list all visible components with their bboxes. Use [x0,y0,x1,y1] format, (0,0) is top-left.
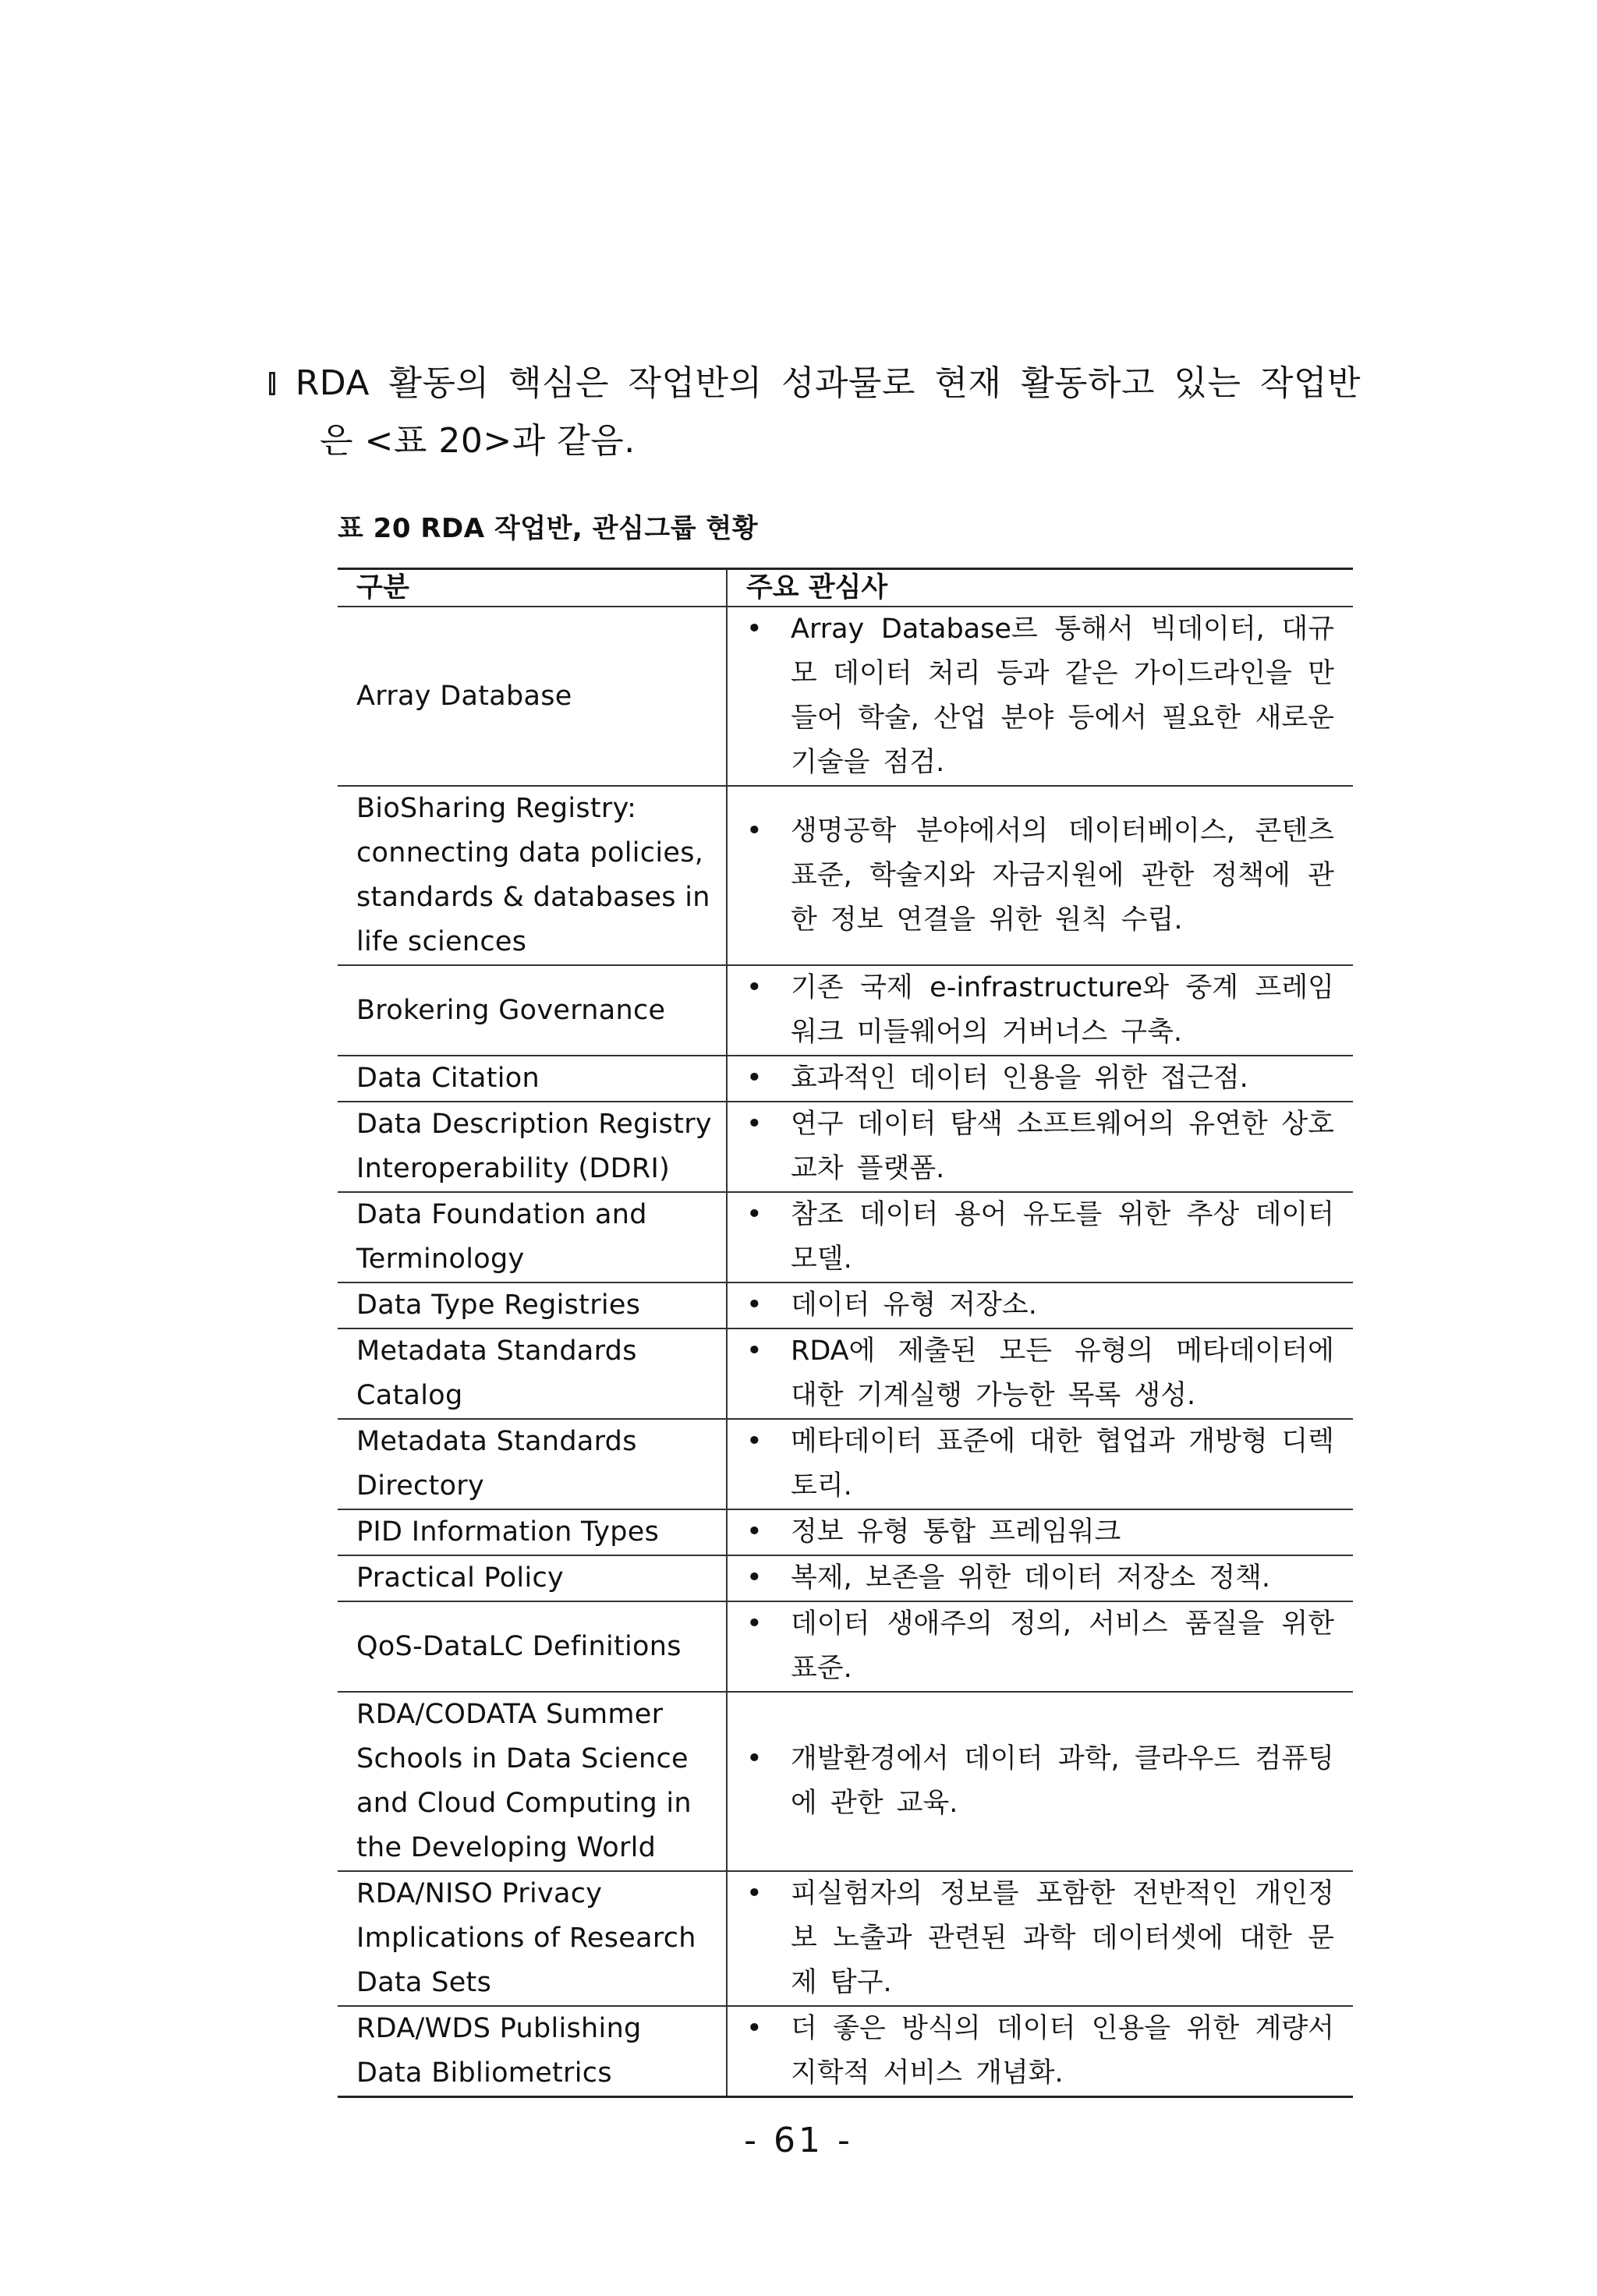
group-name-cell: Brokering Governance [338,965,727,1056]
main-interest-cell [727,1419,1353,1509]
bullet-item [746,1737,1334,1826]
table-row [338,1555,1353,1601]
interest-text: 정보 유형 통합 프레임워크 [791,1516,1121,1548]
intro-text-line-2: 은 <표 20>과 같음. [320,421,636,461]
bullet-icon: • [746,1109,763,1140]
bullet-icon: • [746,1743,763,1774]
main-interest-cell [727,1692,1353,1871]
bullet-icon: • [746,1063,763,1094]
main-interest-cell [727,1555,1353,1601]
group-name-cell: RDA/CODATA Summer Schools in Data Science and Cloud Computing in the Developing World [338,1692,727,1871]
group-name-cell: Data Type Registries [338,1282,727,1328]
bullet-icon: • [746,1199,763,1230]
group-name-cell: RDA/NISO Privacy Implications of Research Data Sets [338,1871,727,2006]
bullet-item [746,1329,1334,1418]
bullet-icon: • [746,1426,763,1457]
main-interest-cell [727,1056,1353,1102]
bullet-item [746,1420,1334,1509]
main-interest-cell [727,1601,1353,1692]
table-row [338,1192,1353,1282]
bullet-icon: • [746,2013,763,2044]
bullet-icon: • [746,1562,763,1594]
bullet-item [746,1556,1334,1601]
group-name-cell: Metadata Standards Catalog [338,1328,727,1419]
table-row [338,786,1353,965]
interest-text: 복제, 보존을 위한 데이터 저장소 정책. [791,1562,1271,1594]
table-header-row [338,569,1353,607]
interest-text: 메타데이터 표준에 대한 협업과 개방형 디렉토리. [791,1426,1334,1502]
group-name-cell: Metadata Standards Directory [338,1419,727,1509]
interest-text: 데이터 생애주의 정의, 서비스 품질을 위한 표준. [791,1608,1334,1684]
bullet-item [746,1193,1334,1282]
bullet-item [746,607,1334,785]
bullet-icon: • [746,1878,763,1909]
bullet-icon: • [746,815,763,847]
intro-line-1 [269,355,1361,412]
table-row [338,607,1353,786]
group-name-cell: Data Description Registry Interoperability (DDRI) [338,1102,727,1192]
bullet-item [746,1510,1334,1555]
interest-text: Array Database르 통해서 빅데이터, 대규모 데이터 처리 등과 같은 가이드라인을 만들어 학술, 산업 분야 등에서 필요한 새로운 기술을 점검. [791,614,1334,778]
table-row [338,1328,1353,1419]
main-interest-cell [727,1102,1353,1192]
table-row [338,1102,1353,1192]
bullet-item [746,1602,1334,1691]
table-row [338,1056,1353,1102]
bullet-icon: • [746,1290,763,1321]
group-name-cell: Data Citation [338,1056,727,1102]
table-row [338,2006,1353,2097]
interest-text: 참조 데이터 용어 유도를 위한 추상 데이터 모델. [791,1199,1334,1275]
table-row [338,1282,1353,1328]
table-row [338,1601,1353,1692]
rda-working-groups-table [338,568,1353,2098]
group-name-cell: Data Foundation and Terminology [338,1192,727,1282]
bullet-icon: • [746,972,763,1003]
interest-text: 기존 국제 e-infrastructure와 중계 프레임워크 미들웨어의 거버너스 구축. [791,972,1334,1048]
main-interest-cell [727,965,1353,1056]
group-name-cell: PID Information Types [338,1509,727,1555]
bullet-item [746,1056,1334,1101]
header-category: 구분 [338,569,727,607]
main-interest-cell [727,2006,1353,2097]
bullet-icon: • [746,1516,763,1548]
bullet-icon: • [746,1608,763,1640]
bullet-item [746,1102,1334,1191]
main-interest-cell [727,1871,1353,2006]
interest-text: RDA에 제출된 모든 유형의 메타데이터에 대한 기계실행 가능한 목록 생성. [791,1336,1334,1411]
table-row [338,965,1353,1056]
bullet-item [746,966,1334,1055]
interest-text: 데이터 유형 저장소. [791,1290,1037,1321]
group-name-cell: RDA/WDS Publishing Data Bibliometrics [338,2006,727,2097]
group-name-cell: BioSharing Registry: connecting data policies, standards & databases in life sciences [338,786,727,965]
group-name-cell: QoS-DataLC Definitions [338,1601,727,1692]
interest-text: 개발환경에서 데이터 과학, 클라우드 컴퓨팅에 관한 교육. [791,1743,1334,1819]
main-interest-cell [727,1282,1353,1328]
interest-text: 생명공학 분야에서의 데이터베이스, 콘텐츠 표준, 학술지와 자금지원에 관한 정책에 관한 정보 연결을 위한 원칙 수립. [791,815,1334,936]
checkbox-square-icon [269,372,275,395]
intro-paragraph [269,355,1361,470]
bullet-item [746,1872,1334,2005]
interest-text: 연구 데이터 탐색 소프트웨어의 유연한 상호교차 플랫폼. [791,1109,1334,1184]
header-main-interest: 주요 관심사 [727,569,1353,607]
main-interest-cell [727,786,1353,965]
table-row [338,1692,1353,1871]
interest-text: 피실험자의 정보를 포함한 전반적인 개인정보 노출과 관련된 과학 데이터셋에 대한 문제 탐구. [791,1878,1334,1998]
page-number: - 61 - [744,2121,853,2160]
table-row [338,1509,1353,1555]
group-name-cell: Practical Policy [338,1555,727,1601]
intro-text-line-1: RDA 활동의 핵심은 작업반의 성과물로 현재 활동하고 있는 작업반 [295,363,1361,403]
bullet-item [746,809,1334,943]
main-interest-cell [727,1509,1353,1555]
group-name-cell: Array Database [338,607,727,786]
bullet-item [746,2007,1334,2096]
table-caption: 표 20 RDA 작업반, 관심그룹 현황 [338,513,759,544]
main-interest-cell [727,1328,1353,1419]
interest-text: 더 좋은 방식의 데이터 인용을 위한 계량서지학적 서비스 개념화. [791,2013,1334,2089]
bullet-icon: • [746,614,763,645]
interest-text: 효과적인 데이터 인용을 위한 접근점. [791,1063,1248,1094]
bullet-item [746,1283,1334,1328]
bullet-icon: • [746,1336,763,1367]
table-row [338,1871,1353,2006]
table-row [338,1419,1353,1509]
main-interest-cell [727,1192,1353,1282]
main-interest-cell [727,607,1353,786]
